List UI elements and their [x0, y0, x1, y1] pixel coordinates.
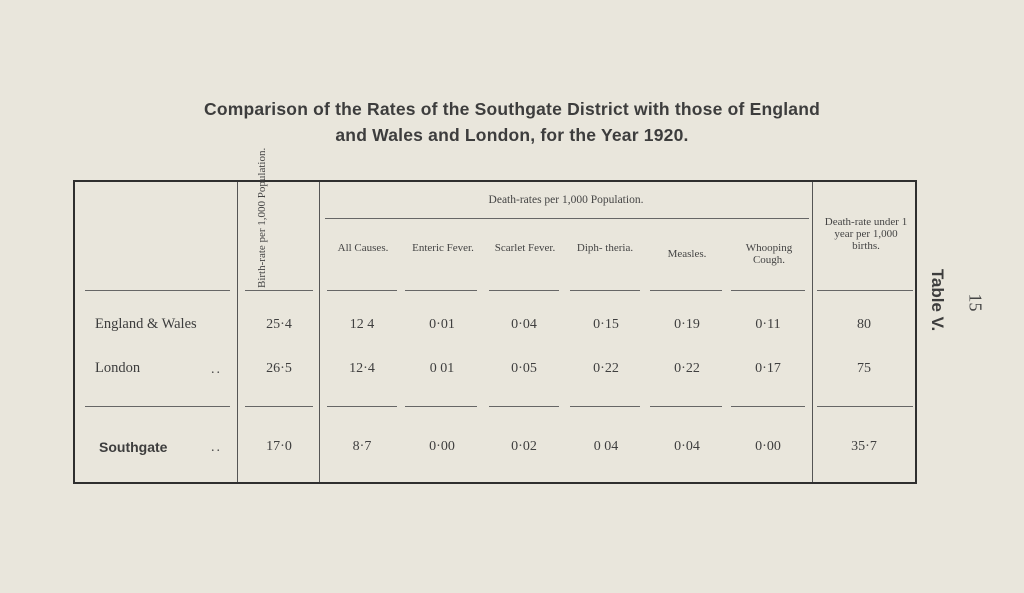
col-divider [237, 182, 238, 482]
cell-diphtheria: 0 04 [593, 439, 619, 454]
cell-all-causes: 8·7 [352, 439, 372, 454]
cell-birth-rate: 17·0 [266, 439, 292, 454]
header-rule [650, 290, 722, 291]
header-rule [731, 290, 805, 291]
header-rule [489, 290, 559, 291]
group-header-rule [325, 218, 809, 219]
table-label: Table V. [928, 268, 948, 332]
cell-measles: 0·22 [674, 361, 700, 376]
header-rule [817, 290, 913, 291]
col-header-enteric-fever: Enteric Fever. [412, 242, 474, 254]
row-label-london: London [95, 360, 141, 376]
rates-table [73, 147, 917, 484]
row-rule [327, 406, 397, 407]
cell-measles: 0·19 [674, 317, 700, 332]
cell-diphtheria: 0·22 [593, 361, 619, 376]
col-header-diphtheria: Diph- theria. [576, 242, 634, 254]
row-rule [245, 406, 313, 407]
page-number: 15 [965, 293, 986, 312]
row-rule [817, 406, 913, 407]
cell-infant-death-rate: 75 [857, 361, 871, 376]
col-header-measles: Measles. [667, 248, 707, 260]
header-rule [405, 290, 477, 291]
cell-whooping-cough: 0·17 [755, 361, 781, 376]
cell-all-causes: 12 4 [349, 317, 375, 332]
cell-scarlet-fever: 0·05 [511, 361, 537, 376]
header-rule [327, 290, 397, 291]
row-rule [85, 406, 230, 407]
cell-scarlet-fever: 0·02 [511, 439, 537, 454]
row-label-england-wales: England & Wales [95, 316, 197, 332]
cell-measles: 0·04 [674, 439, 700, 454]
leader-dots: .. [211, 440, 222, 455]
birth-rate-header: Birth-rate per 1,000 Population. [256, 147, 268, 288]
col-header-whooping-cough: Whooping Cough. [745, 242, 793, 266]
col-divider [319, 182, 320, 482]
col-divider [812, 182, 813, 482]
cell-scarlet-fever: 0·04 [511, 317, 537, 332]
header-rule [85, 290, 230, 291]
row-rule [570, 406, 640, 407]
title-line-2: and Wales and London, for the Year 1920. [335, 125, 689, 145]
cell-enteric-fever: 0·01 [429, 317, 455, 332]
col-header-all-causes: All Causes. [337, 242, 389, 254]
col-header-scarlet-fever: Scarlet Fever. [494, 242, 556, 254]
cell-diphtheria: 0·15 [593, 317, 619, 332]
cell-whooping-cough: 0·11 [755, 317, 781, 332]
leader-dots: .. [211, 362, 222, 377]
cell-infant-death-rate: 35·7 [851, 439, 877, 454]
cell-birth-rate: 25·4 [266, 317, 292, 332]
row-rule [489, 406, 559, 407]
header-rule [570, 290, 640, 291]
cell-enteric-fever: 0 01 [429, 361, 455, 376]
page-title [0, 96, 1024, 148]
row-rule [650, 406, 722, 407]
death-rates-group-header: Death-rates per 1,000 Population. [488, 194, 644, 206]
cell-all-causes: 12·4 [349, 361, 375, 376]
row-label-southgate: Southgate [99, 439, 168, 455]
cell-enteric-fever: 0·00 [429, 439, 455, 454]
cell-infant-death-rate: 80 [857, 317, 871, 332]
cell-birth-rate: 26·5 [266, 361, 292, 376]
row-rule [405, 406, 477, 407]
title-line-1: Comparison of the Rates of the Southgate District with those of England [203, 99, 821, 119]
header-rule [245, 290, 313, 291]
infant-death-rate-header: Death-rate under 1 year per 1,000 births. [824, 216, 908, 252]
cell-whooping-cough: 0·00 [755, 439, 781, 454]
row-rule [731, 406, 805, 407]
